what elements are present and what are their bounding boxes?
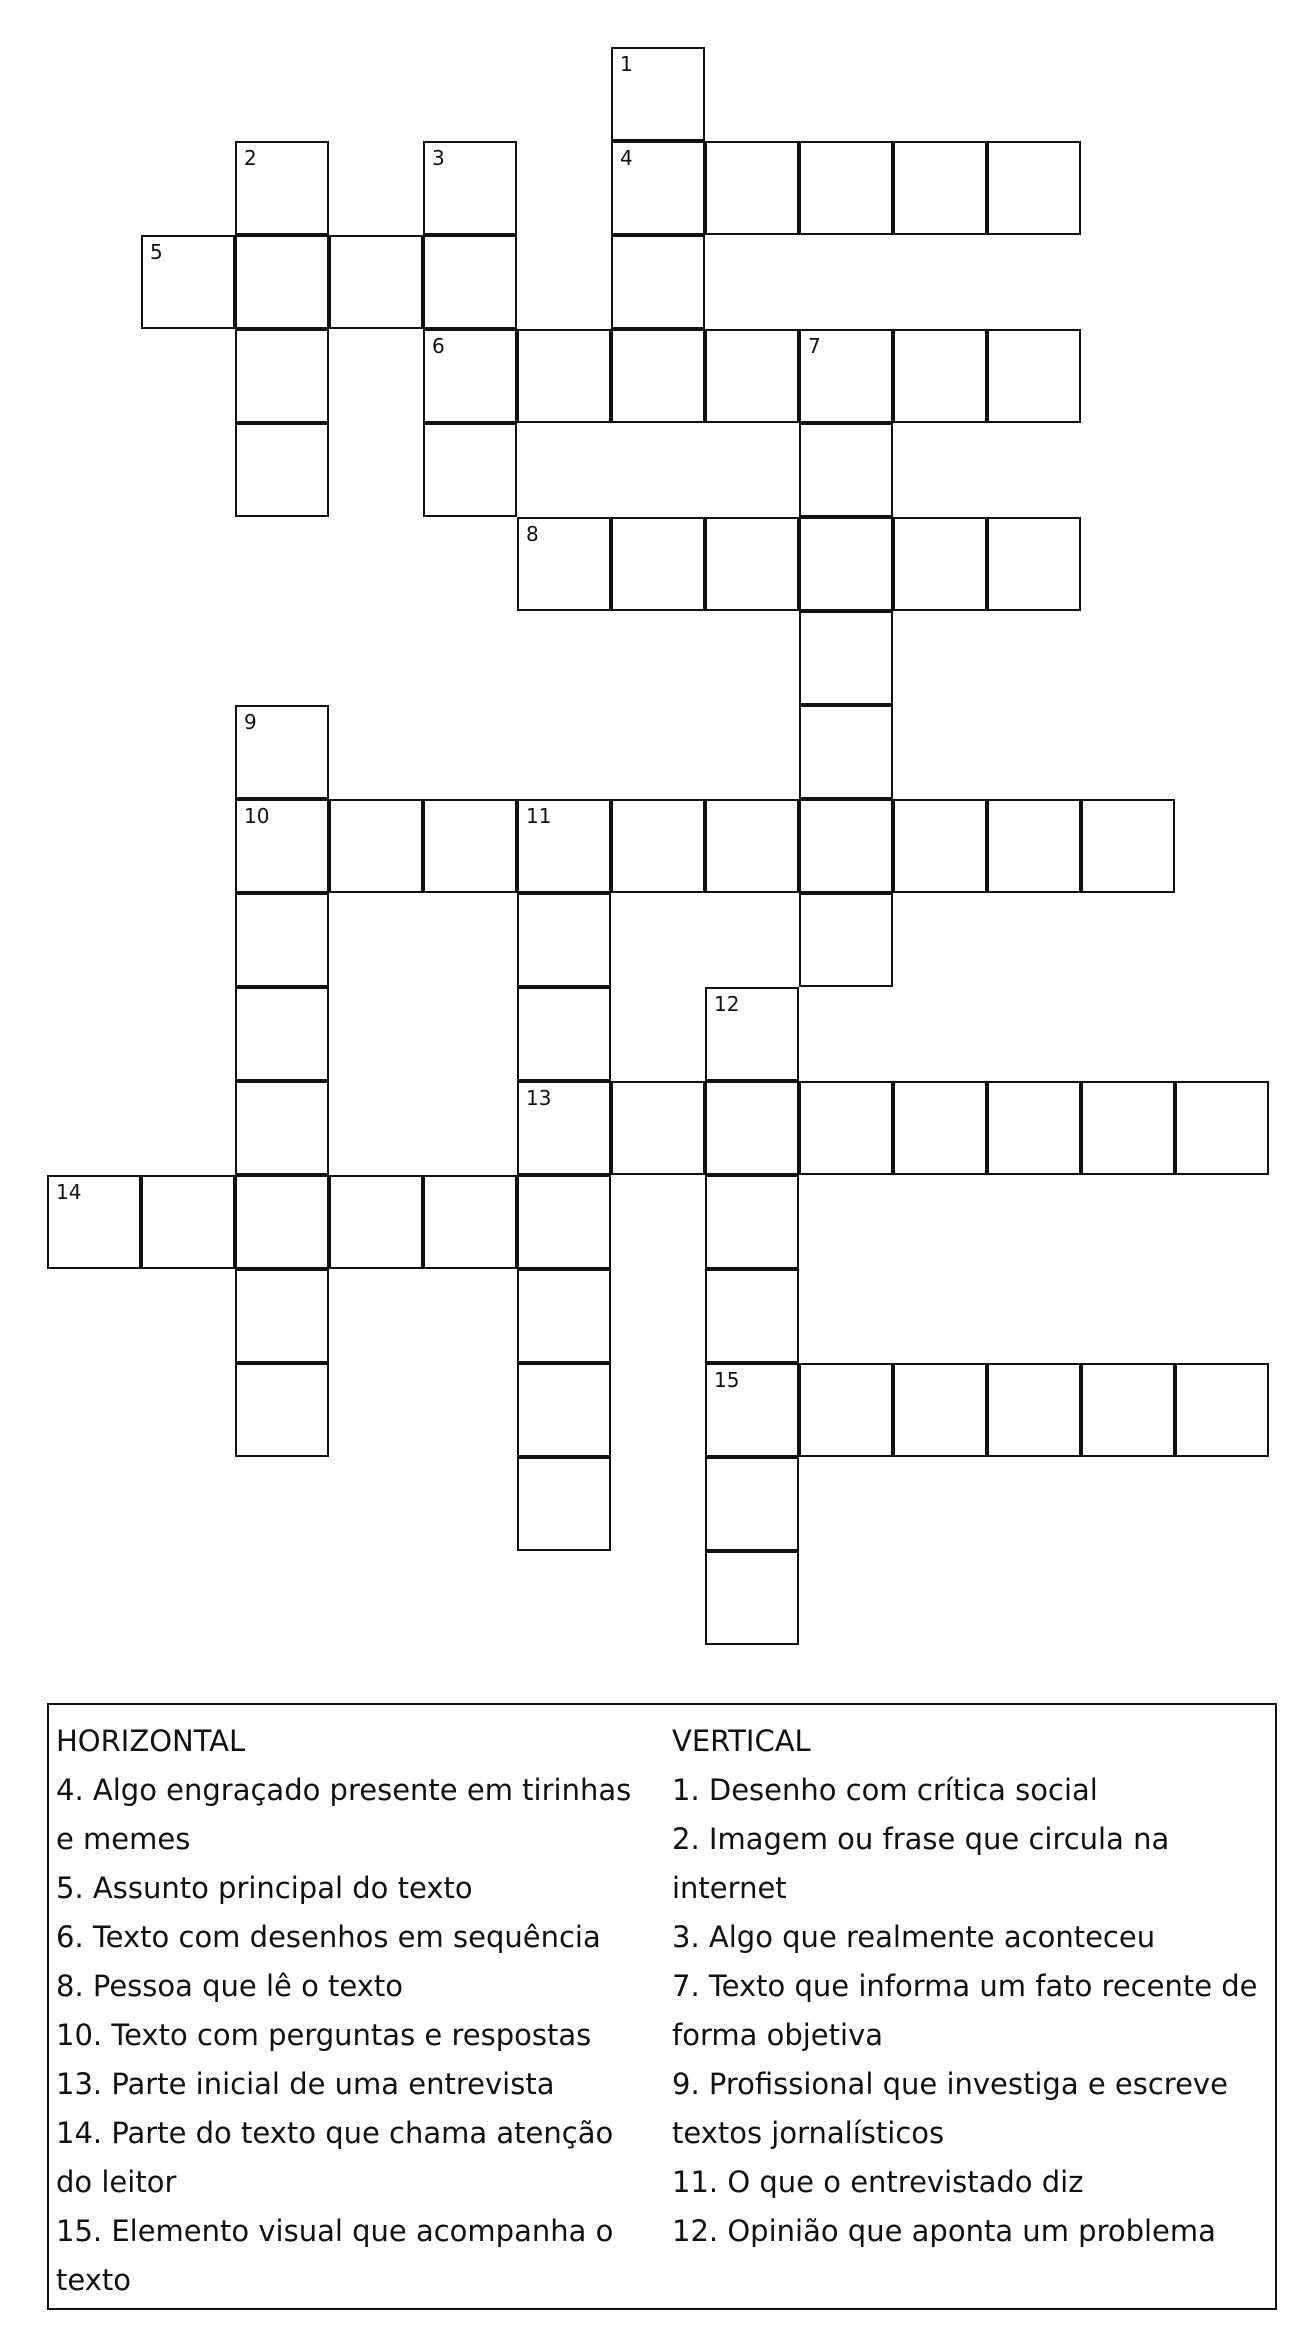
horizontal-clue: 8. Pessoa que lê o texto (56, 1969, 404, 2003)
crossword-cell[interactable] (235, 423, 329, 517)
vertical-clue: 3. Algo que realmente aconteceu (672, 1920, 1156, 1954)
crossword-cell[interactable] (799, 799, 893, 893)
crossword-cell[interactable] (893, 329, 987, 423)
crossword-cell[interactable] (329, 799, 423, 893)
crossword-cell[interactable] (235, 893, 329, 987)
horizontal-clues (56, 1717, 656, 2305)
crossword-cell[interactable] (705, 1081, 799, 1175)
horizontal-clue: 13. Parte inicial de uma entrevista (56, 2067, 555, 2101)
vertical-clues (672, 1717, 1272, 2256)
vertical-clue: 2. Imagem ou frase que circula na internet (672, 1822, 1170, 1905)
clue-number: 1 (620, 52, 633, 76)
vertical-clue: 12. Opinião que aponta um problema (672, 2214, 1216, 2248)
crossword-cell[interactable] (517, 329, 611, 423)
crossword-cell[interactable] (517, 799, 611, 893)
crossword-cell[interactable] (705, 1269, 799, 1363)
crossword-cell[interactable] (705, 1175, 799, 1269)
crossword-cell[interactable] (987, 799, 1081, 893)
crossword-cell[interactable] (517, 517, 611, 611)
crossword-cell[interactable] (611, 329, 705, 423)
crossword-cell[interactable] (517, 987, 611, 1081)
clue-number: 5 (150, 240, 163, 264)
crossword-cell[interactable] (141, 1175, 235, 1269)
crossword-cell[interactable] (705, 141, 799, 235)
crossword-cell[interactable] (329, 235, 423, 329)
crossword-cell[interactable] (1175, 1081, 1269, 1175)
crossword-cell[interactable] (423, 799, 517, 893)
crossword-cell[interactable] (893, 517, 987, 611)
crossword-cell[interactable] (517, 1081, 611, 1175)
horizontal-clue: 5. Assunto principal do texto (56, 1871, 473, 1905)
crossword-cell[interactable] (705, 987, 799, 1081)
crossword-cell[interactable] (799, 1081, 893, 1175)
crossword-cell[interactable] (235, 1363, 329, 1457)
crossword-cell[interactable] (799, 611, 893, 705)
crossword-cell[interactable] (235, 987, 329, 1081)
crossword-cell[interactable] (799, 517, 893, 611)
crossword-cell[interactable] (423, 235, 517, 329)
crossword-cell[interactable] (611, 141, 705, 235)
clue-number: 12 (714, 992, 740, 1016)
clue-number: 7 (808, 334, 821, 358)
clue-number: 11 (526, 804, 552, 828)
vertical-clue: 9. Profissional que investiga e escreve textos jornalísticos (672, 2067, 1228, 2150)
clue-number: 4 (620, 146, 633, 170)
crossword-cell[interactable] (611, 1081, 705, 1175)
crossword-cell[interactable] (705, 329, 799, 423)
crossword-cell[interactable] (47, 1175, 141, 1269)
crossword-cell[interactable] (235, 235, 329, 329)
clue-number: 15 (714, 1368, 740, 1392)
crossword-cell[interactable] (799, 141, 893, 235)
crossword-cell[interactable] (987, 1081, 1081, 1175)
crossword-cell[interactable] (235, 1081, 329, 1175)
crossword-cell[interactable] (423, 329, 517, 423)
crossword-cell[interactable] (329, 1175, 423, 1269)
crossword-cell[interactable] (1081, 799, 1175, 893)
crossword-cell[interactable] (987, 1363, 1081, 1457)
crossword-cell[interactable] (611, 799, 705, 893)
crossword-cell[interactable] (517, 893, 611, 987)
crossword-cell[interactable] (799, 893, 893, 987)
crossword-cell[interactable] (987, 141, 1081, 235)
clue-number: 13 (526, 1086, 552, 1110)
clue-number: 3 (432, 146, 445, 170)
crossword-cell[interactable] (235, 141, 329, 235)
horizontal-clue: 14. Parte do texto que chama atenção do leitor (56, 2116, 614, 2199)
crossword-cell[interactable] (893, 1363, 987, 1457)
crossword-cell[interactable] (611, 517, 705, 611)
crossword-cell[interactable] (423, 1175, 517, 1269)
crossword-cell[interactable] (235, 1175, 329, 1269)
clue-number: 9 (244, 710, 257, 734)
crossword-cell[interactable] (705, 1551, 799, 1645)
vertical-heading: VERTICAL (672, 1724, 811, 1758)
crossword-cell[interactable] (799, 423, 893, 517)
crossword-cell[interactable] (705, 517, 799, 611)
clue-number: 10 (244, 804, 270, 828)
horizontal-clue: 10. Texto com perguntas e respostas (56, 2018, 592, 2052)
crossword-cell[interactable] (235, 329, 329, 423)
crossword-cell[interactable] (893, 799, 987, 893)
crossword-cell[interactable] (1081, 1081, 1175, 1175)
vertical-clue: 1. Desenho com crítica social (672, 1773, 1098, 1807)
vertical-clue: 7. Texto que informa um fato recente de forma objetiva (672, 1969, 1258, 2052)
crossword-cell[interactable] (423, 141, 517, 235)
crossword-cell[interactable] (893, 141, 987, 235)
crossword-cell[interactable] (611, 235, 705, 329)
crossword-cell[interactable] (235, 705, 329, 799)
crossword-cell[interactable] (517, 1175, 611, 1269)
horizontal-heading: HORIZONTAL (56, 1724, 246, 1758)
crossword-cell[interactable] (611, 47, 705, 141)
crossword-cell[interactable] (799, 329, 893, 423)
vertical-clue: 11. O que o entrevistado diz (672, 2165, 1084, 2199)
crossword-cell[interactable] (799, 1363, 893, 1457)
crossword-cell[interactable] (517, 1269, 611, 1363)
clue-number: 6 (432, 334, 445, 358)
crossword-cell[interactable] (987, 329, 1081, 423)
crossword-cell[interactable] (705, 799, 799, 893)
crossword-cell[interactable] (705, 1363, 799, 1457)
horizontal-clue: 4. Algo engraçado presente em tirinhas e memes (56, 1773, 632, 1856)
crossword-cell[interactable] (893, 1081, 987, 1175)
crossword-cell[interactable] (517, 1457, 611, 1551)
crossword-cell[interactable] (235, 1269, 329, 1363)
crossword-cell[interactable] (141, 235, 235, 329)
clue-number: 14 (56, 1180, 82, 1204)
clue-number: 2 (244, 146, 257, 170)
horizontal-clue: 15. Elemento visual que acompanha o texto (56, 2214, 614, 2297)
crossword-cell[interactable] (1081, 1363, 1175, 1457)
crossword-cell[interactable] (517, 1363, 611, 1457)
crossword-cell[interactable] (423, 423, 517, 517)
crossword-cell[interactable] (235, 799, 329, 893)
clues-box (47, 1703, 1277, 2310)
crossword-cell[interactable] (987, 517, 1081, 611)
horizontal-clue: 6. Texto com desenhos em sequência (56, 1920, 601, 1954)
clue-number: 8 (526, 522, 539, 546)
crossword-cell[interactable] (705, 1457, 799, 1551)
crossword-cell[interactable] (799, 705, 893, 799)
crossword-cell[interactable] (1175, 1363, 1269, 1457)
